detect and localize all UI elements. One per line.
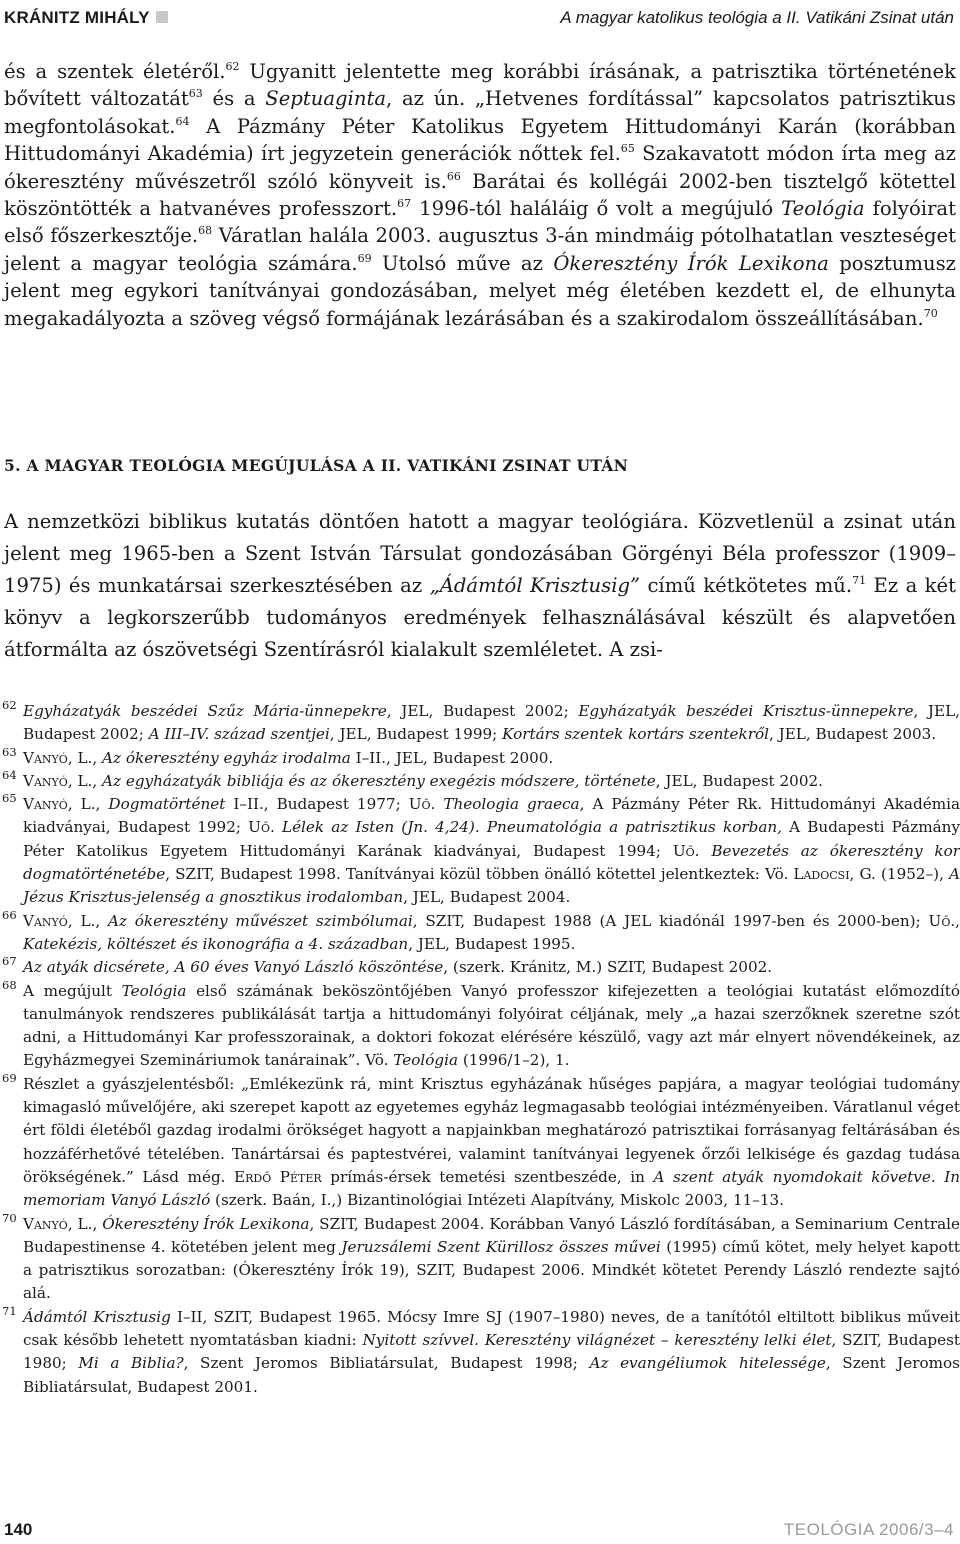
text-run: Teológia <box>393 1051 459 1070</box>
text-run: , SZIT, Budapest 1980; <box>23 1331 960 1373</box>
text-run: és a <box>202 87 266 111</box>
author-name: Ladocsi, G. <box>793 865 876 884</box>
text-run <box>699 842 711 860</box>
text-run: , <box>95 911 109 930</box>
text-run: , <box>92 1214 103 1233</box>
footnote-71 <box>0 1303 960 1399</box>
text-run: , JEL, Budapest 2002; <box>386 702 579 720</box>
footnote-ref-66[interactable]: 66 <box>446 169 461 183</box>
footnote-number: 62 <box>2 698 17 712</box>
italic-term: Septuaginta <box>265 87 387 111</box>
text-run: , SZIT, Budapest 1988 (A JEL kiadónál 1997-ben és 2000-ben); <box>412 911 929 930</box>
text-run: (szerk. Baán, I.,) Bizantinológiai Intézeti Alapítvány, Miskolc 2003, 11–13. <box>210 1191 785 1210</box>
footnote-64 <box>0 767 960 793</box>
text-run: , az ún. „Hetvenes fordítással” kapcsolatos patrisztikus megfontolásokat. <box>4 87 956 138</box>
section-paragraph <box>4 506 956 666</box>
page-footer <box>0 1514 960 1544</box>
text-run: A szent atyák nyomdokait követve. In memoriam Vanyó László <box>23 1167 960 1210</box>
text-run: Kortárs szentek kortárs szentekről <box>502 725 769 744</box>
text-run: (1952–), <box>875 865 950 884</box>
text-run: Részlet a gyászjelentésből: „Emlékezünk rá, mint Krisztus egyházának hűséges papjára, a magyar teológiai tudomány kimagasló művelőjére, aki szerepet kapott az egyetemes egyház legmagasabb teológiai intézményeiben. Váratlanul véget ért földi életéből gazdag irodalmi örökséget hagyott a napjainkban meghatározó patrisztikai forrásanyag feltárásában és hozzáférhetővé tételében. Tanártársai és paptestvérei, valamint tanítványai legyenek őrzői lelkisége és gazdag tudása örökségének.” Lásd még. <box>23 1074 960 1186</box>
body-paragraph <box>4 58 956 332</box>
text-run: 1996-tól haláláig ő volt a megújuló <box>411 197 782 221</box>
text-run: prímás-érsek temetési szentbeszéde, in <box>321 1167 654 1186</box>
running-title: A magyar katolikus teológia a II. Vatikáni Zsinat után <box>560 8 954 27</box>
text-run: Mi a Biblia? <box>78 1354 184 1373</box>
text-run: Teológia <box>121 981 187 1000</box>
text-run: Az atyák dicsérete, A 60 éves Vanyó László köszöntése <box>23 958 444 977</box>
text-run: Ádámtól Krisztusig <box>23 1307 171 1326</box>
text-run: , (szerk. Kránitz, M.) SZIT, Budapest 2002. <box>443 958 773 977</box>
footnote-63 <box>0 744 960 770</box>
text-run: , Szent Jeromos Bibliatársulat, Budapest 2001. <box>23 1354 960 1396</box>
text-run: Theologia graeca <box>443 795 580 814</box>
footnote-ref-71[interactable]: 71 <box>852 574 867 587</box>
text-run: , SZIT, Budapest 1998. Tanítványai közül többen önálló kötettel jelentkeztek: Vö. <box>165 865 794 884</box>
author-name: Uő. <box>672 841 700 860</box>
running-author: KRÁNITZ MIHÁLY <box>4 8 150 27</box>
text-run: című kétkötetes mű. <box>640 574 853 597</box>
text-run: , <box>92 771 103 790</box>
text-run: I–II, SZIT, Budapest 1965. Mócsy Imre SJ (1907–1980) neves, de a tanítótól eltiltott biblikus műveit csak később lehetett nyomtatásban kiadni: <box>23 1307 960 1350</box>
footnote-number: 63 <box>2 744 17 759</box>
footnote-ref-70[interactable]: 70 <box>923 306 938 320</box>
text-run: (1996/1–2), 1. <box>458 1051 570 1070</box>
text-run: Egyházatyák beszédei Szűz Mária-ünnepekre <box>23 702 387 720</box>
author-name: Uő. <box>408 795 436 814</box>
footnote-70 <box>0 1210 960 1306</box>
text-run: Az egyházatyák bibliája és az ókeresztény exegézis módszere, története <box>102 771 656 790</box>
author-name: Vanyó, L. <box>23 1214 93 1233</box>
footnote-ref-63[interactable]: 63 <box>188 87 203 101</box>
text-run: posztumusz jelent meg egykori tanítványai gondozásában, melyet még életében kezdett el, de elhunyta megakadályozta a szöveg végső formájának lezárásában és a szakirodalom összeállításában. <box>4 251 957 330</box>
text-run: Utolsó műve az <box>371 251 554 275</box>
author-name: Erdő Péter <box>234 1167 322 1186</box>
footnote-number: 71 <box>2 1303 17 1318</box>
footnote-ref-64[interactable]: 64 <box>175 114 190 128</box>
author-name: Vanyó, L. <box>23 771 93 790</box>
text-run: Egyházatyák beszédei Krisztus-ünnepekre <box>578 702 914 720</box>
text-run: , <box>92 748 103 767</box>
text-run: , JEL, Budapest 2002. <box>655 771 823 790</box>
footnote-ref-65[interactable]: 65 <box>620 142 635 156</box>
footnote-ref-67[interactable]: 67 <box>397 197 412 211</box>
text-run: , Szent Jeromos Bibliatársulat, Budapest 1998; <box>183 1354 590 1373</box>
footnote-number: 68 <box>2 977 17 992</box>
text-run: Barátai és kollégái 2002-ben tisztelgő kötettel köszöntötték a hatvanéves professzort. <box>4 169 956 221</box>
footnote-68 <box>0 977 960 1073</box>
text-run: Dogmatörténet <box>108 795 226 814</box>
text-run: Ókeresztény Írók Lexikona <box>102 1214 310 1233</box>
footnote-ref-68[interactable]: 68 <box>198 224 213 238</box>
text-run: Az ókeresztény egyház irodalma <box>102 748 351 767</box>
journal-name: TEOLÓGIA 2006/3–4 <box>783 1520 954 1539</box>
footnote-67 <box>0 956 960 979</box>
text-run: , <box>955 911 960 930</box>
footnote-number: 64 <box>2 767 17 782</box>
text-run: Az ókeresztény művészet szimbólumai <box>108 911 413 930</box>
text-run: , A Pázmány Péter Rk. Hittudományi Akadémia kiadványai, Budapest 1992; <box>23 795 960 837</box>
text-run: Váratlan halála 2003. augusztus 3-án mindmáig pótolhatatlan veszteséget jelent a magyar teológia számára. <box>4 224 957 275</box>
text-run: Az evangéliumok hitelessége <box>589 1354 826 1373</box>
header-separator-square <box>156 11 168 23</box>
paragraph-continued <box>4 58 956 332</box>
text-run: folyóirat első főszerkesztője. <box>4 197 956 248</box>
text-run: , JEL, Budapest 2002; <box>23 702 960 744</box>
footnote-number: 69 <box>2 1070 17 1085</box>
text-run: Lélek az Isten (Jn. 4,24). Pneumatológia a patrisztikus korban, <box>281 818 782 837</box>
text-run: , JEL, Budapest 1995. <box>408 934 576 953</box>
italic-term: Ókeresztény Írók Lexikona <box>553 251 829 275</box>
text-run: (1995) című kötet, mely helyet kapott a patrisztikus sorozatban: (Ókeresztény Írók 19), SZIT, Budapest 2006. Mindkét kötetet Perendy László rendezte sajtó alá. <box>23 1237 960 1303</box>
footnote-number: 70 <box>2 1210 17 1225</box>
text-run: A Jézus Krisztus-jelenség a gnosztikus irodalomban <box>23 865 960 907</box>
footnote-62 <box>0 700 960 747</box>
text-run: , SZIT, Budapest 2004. Korábban Vanyó László fordításában, a Seminarium Centrale Budapestinense 4. kötetében jelent meg <box>23 1214 960 1256</box>
footnote-66 <box>0 907 960 957</box>
text-run <box>275 818 282 836</box>
footnotes <box>0 700 960 1399</box>
text-run: , JEL, Budapest 1999; <box>329 725 503 744</box>
footnote-number: 65 <box>2 791 17 806</box>
text-run: , JEL, Budapest 2003. <box>768 725 937 744</box>
footnote-number: 66 <box>2 907 17 922</box>
text-run: és a szentek életéről. <box>4 60 226 83</box>
text-run: , <box>95 795 109 814</box>
text-run: Katekézis, költészet és ikonográfia a 4. században <box>23 934 409 953</box>
text-run: I–II., Budapest 1977; <box>225 795 409 814</box>
footnote-ref-62[interactable]: 62 <box>225 60 240 73</box>
footnote-number: 67 <box>2 954 17 969</box>
text-run: Ugyanitt jelentette meg korábbi írásának, a patrisztika történetének bővített változatát <box>4 60 956 111</box>
page-number: 140 <box>4 1520 33 1539</box>
section-heading: 5. A MAGYAR TEOLÓGIA MEGÚJULÁSA A II. VATIKÁNI ZSINAT UTÁN <box>4 456 629 475</box>
text-run: első számának beköszöntőjében Vanyó professzor kifejezetten a teológiai kutatást előmozdító tanulmányok rendszeres publikálását tartja a hittudományi folyóirat céljának, mely „a hazai szerzőknek szeretne szót adni, a Hittudományi Kar professzorainak, a doktori fokozat elérésére készülő, vagy azt már elnyert növendékeinek, az Egyházmegyei Szemináriumok tanárainak”. Vö. <box>23 981 960 1070</box>
text-run: Nyitott szívvel. Keresztény világnézet – keresztény lelki élet <box>362 1331 832 1350</box>
text-run: Jeruzsálemi Szent Kürillosz összes művei <box>341 1237 661 1256</box>
text-run: A III–IV. század szentjei <box>148 725 330 744</box>
author-name: Uő. <box>248 818 275 837</box>
footnote-65 <box>0 793 960 909</box>
footnote-69 <box>0 1070 960 1213</box>
italic-term: „Ádámtól Krisztusig” <box>429 574 641 597</box>
text-run: A Budapesti Pázmány Péter Katolikus Egyetem Hittudományi Karának kiadványai, Budapest 1994; <box>23 818 960 860</box>
author-name: Uő. <box>928 911 956 930</box>
text-run: A nemzetközi biblikus kutatás döntően hatott a magyar teológiára. Közvetlenül a zsinat után jelent meg 1965-ben a Szent István Társulat gondozásában Görgényi Béla professzor (1909–1975) és munkatársai szerkesztésében az <box>4 510 956 597</box>
text-run: Bevezetés az ókeresztény kor dogmatörténetébe <box>23 841 960 884</box>
text-run: A megújult <box>23 981 122 1000</box>
text-run: I–II., JEL, Budapest 2000. <box>350 748 554 767</box>
author-name: Vanyó, L. <box>23 748 93 767</box>
italic-term: Teológia <box>781 197 865 221</box>
page-header <box>0 0 960 36</box>
author-name: Vanyó, L. <box>23 911 96 930</box>
text-run: Ez a két könyv a legkorszerűbb tudományos eredmények felhasználásával készült és alapvetően átformálta az ószövetségi Szentírásról kialakult szemléletet. A zsi- <box>4 574 957 661</box>
text-run: A Pázmány Péter Katolikus Egyetem Hittudományi Karán (korábban Hittudományi Akadémia) írt jegyzetein generációk nőttek fel. <box>4 114 956 166</box>
footnote-ref-69[interactable]: 69 <box>357 251 372 265</box>
text-run: Szakavatott módon írta meg az ókeresztény művészetről szóló könyveit is. <box>4 142 956 193</box>
author-name: Vanyó, L. <box>23 795 96 814</box>
text-run: , JEL, Budapest 2004. <box>403 888 571 907</box>
